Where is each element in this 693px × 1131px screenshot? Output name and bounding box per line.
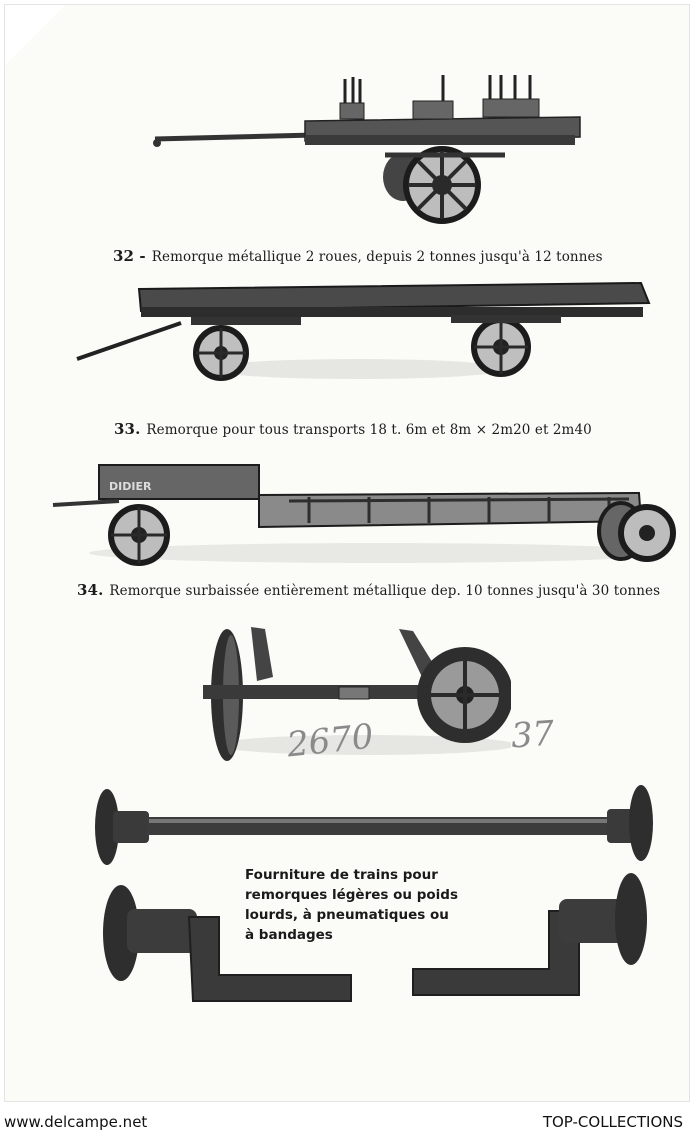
axle-text-line-3: lourds, à pneumatiques ou [245, 907, 449, 923]
footer-source-right[interactable]: TOP-COLLECTIONS [542, 1113, 683, 1131]
handwritten-reference-a: 2670 [285, 716, 376, 766]
caption-item-32 [113, 247, 603, 265]
axle-supply-description [245, 865, 507, 945]
axle-text-line-4: à bandages [245, 927, 333, 943]
item-description-34: Remorque surbaissée entièrement métallique dep. 10 tonnes jusqu'à 30 tonnes [109, 583, 661, 599]
caption-item-33 [114, 420, 592, 438]
item-number-33: 33. [114, 420, 141, 438]
trailer-32-illustration [145, 69, 585, 229]
trailer-33-illustration [71, 277, 661, 389]
item-number-34: 34. [77, 581, 104, 599]
item-description-32: Remorque métallique 2 roues, depuis 2 tonnes jusqu'à 12 tonnes [151, 249, 603, 265]
folded-corner [5, 5, 65, 65]
footer-source-left[interactable]: www.delcampe.net [4, 1113, 148, 1131]
axle-text-line-1: Fourniture de trains pour [245, 867, 438, 883]
item-number-32: 32 - [113, 247, 146, 265]
catalog-page [4, 4, 690, 1102]
caption-item-34 [77, 581, 660, 599]
didier-plate-text: DIDIER [109, 480, 152, 493]
axle-text-line-2: remorques légères ou poids [245, 887, 458, 903]
item-description-33: Remorque pour tous transports 18 t. 6m et 8m × 2m20 et 2m40 [146, 422, 592, 438]
handwritten-reference-b: 37 [509, 713, 556, 757]
straight-axle-illustration [89, 781, 663, 873]
trailer-34-illustration [49, 457, 681, 569]
